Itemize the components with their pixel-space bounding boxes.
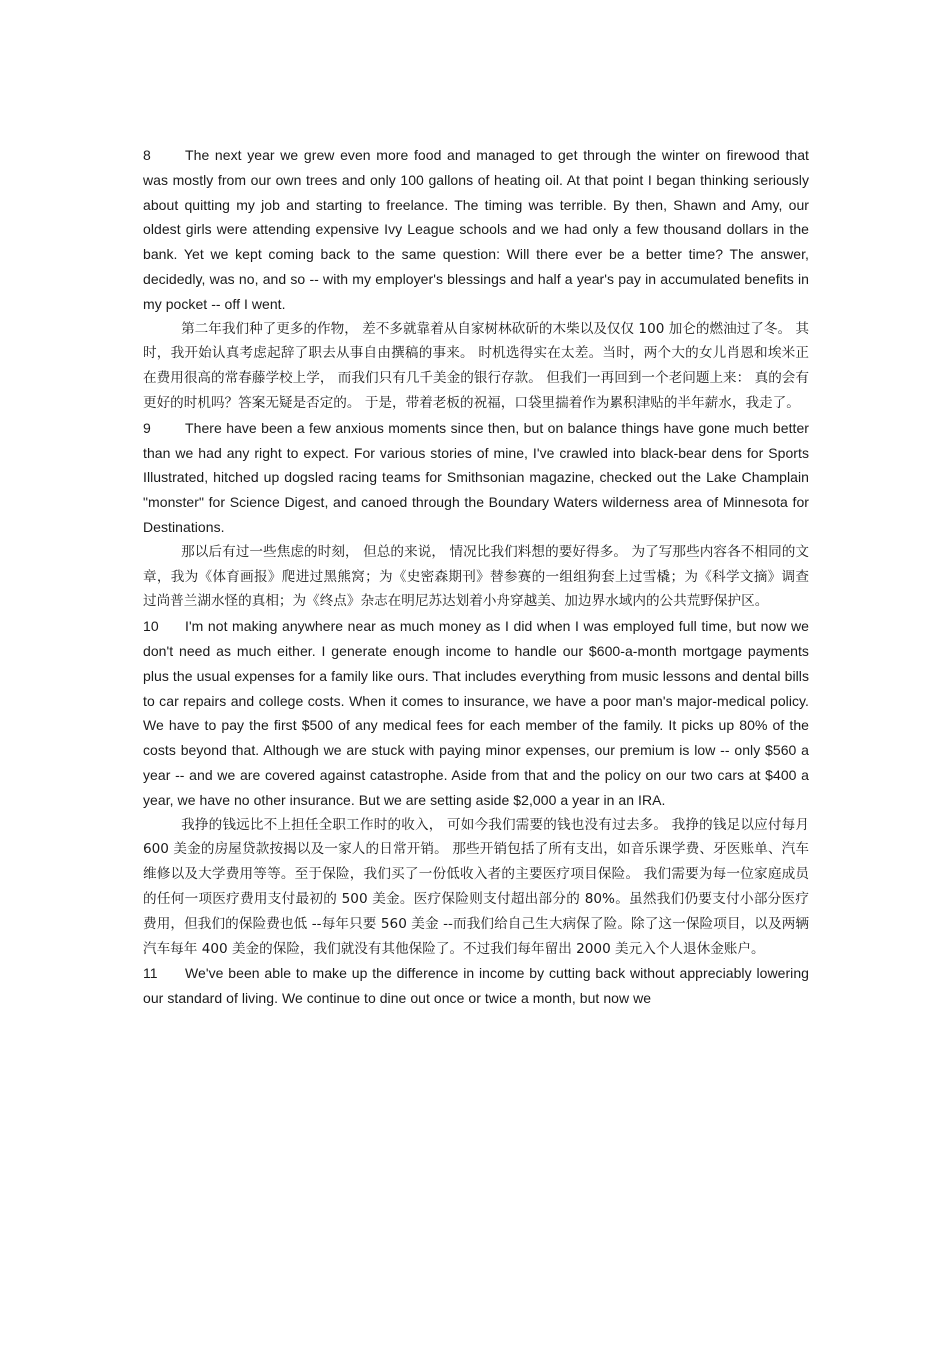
english-paragraph-10 [143,614,809,812]
paragraph-number: 10 [143,618,159,635]
document-page [143,143,809,1011]
paragraph-8 [143,143,809,416]
chinese-paragraph-10: 我挣的钱远比不上担任全职工作时的收入， 可如今我们需要的钱也没有过去多。 我挣的钱足以应付每月 600 美金的房屋贷款按揭以及一家人的日常开销。 那些开销包括了所有支出，如音乐课学费、牙医账单、汽车维修以及大学费用等等。至于保险，我们买了一份低收入者的主要医疗项目保险。 我们需要为每一位家庭成员的任何一项医疗费用支付最初的 500 美金。医疗保险则支付超出部分的 80%。虽然我们仍要支付小部分医疗费用，但我们的保险费也低 --每年只要 560 美金 --而我们给自己生大病保了险。除了这一保险项目，以及两辆汽车每年 400 美金的保险，我们就没有其他保险了。不过我们每年留出 2000 美元入个人退休金账户。 [143,816,809,957]
english-paragraph-9 [143,416,809,540]
paragraph-10 [143,614,809,961]
english-paragraph-11 [143,961,809,1011]
english-paragraph-8 [143,143,809,317]
chinese-paragraph-9: 那以后有过一些焦虑的时刻， 但总的来说， 情况比我们料想的要好得多。 为了写那些内容各不相同的文章，我为《体育画报》爬进过黑熊窝；为《史密森期刊》替参赛的一组组狗套上过雪橇；为《科学文摘》调查过尚普兰湖水怪的真相；为《终点》杂志在明尼苏达划着小舟穿越美、加边界水域内的公共荒野保护区。 [143,543,809,610]
paragraph-11 [143,961,809,1011]
english-text: I'm not making anywhere near as much money as I did when I was employed full time, but now we don't need as much either. I generate enough income to handle our $600-a-month mortgage payments plus the usual expenses for a family like ours. That includes everything from music lessons and dental bills to car repairs and college costs. When it comes to insurance, we have a poor man's major-medical policy. We have to pay the first $500 of any medical fees for each member of the family. It picks up 80% of the costs beyond that. Although we are stuck with paying minor expenses, our premium is low -- only $560 a year -- and we are covered against catastrophe. Aside from that and the policy on our two cars at $400 a year, we have no other insurance. But we are setting aside $2,000 a year in an IRA. [143,618,809,808]
english-text: There have been a few anxious moments since then, but on balance things have gone much better than we had any right to expect. For various stories of mine, I've crawled into black-bear dens for Sports Illustrated, hitched up dogsled racing teams for Smithsonian magazine, checked out the Lake Champlain "monster" for Science Digest, and canoed through the Boundary Waters wilderness area of Minnesota for Destinations. [143,419,809,535]
english-text: We've been able to make up the difference in income by cutting back without appreciably lowering our standard of living. We continue to dine out once or twice a month, but now we [143,965,809,1007]
english-text: The next year we grew even more food and managed to get through the winter on firewood that was mostly from our own trees and only 100 gallons of heating oil. At that point I began thinking seriously about quitting my job and starting to freelance. The timing was terrible. By then, Shawn and Amy, our oldest girls were attending expensive Ivy League schools and we had only a few thousand dollars in the bank. Yet we kept coming back to the same question: Will there ever be a better time? The answer, decidedly, was no, and so -- with my employer's blessings and half a year's pay in accumulated benefits in my pocket -- off I went. [143,147,809,312]
paragraph-9 [143,416,809,614]
paragraph-number: 11 [143,965,158,982]
paragraph-number: 9 [143,419,151,436]
chinese-paragraph-8: 第二年我们种了更多的作物， 差不多就靠着从自家树林砍斫的木柴以及仅仅 100 加仑的燃油过了冬。 其时，我开始认真考虑起辞了职去从事自由撰稿的事来。 时机选得实在太差。当时，两个大的女儿肖恩和埃米正在费用很高的常春藤学校上学， 而我们只有几千美金的银行存款。 但我们一再回到一个老问题上来： 真的会有更好的时机吗？答案无疑是否定的。 于是，带着老板的祝福，口袋里揣着作为累积津贴的半年薪水，我走了。 [143,320,809,411]
paragraph-number: 8 [143,147,151,163]
